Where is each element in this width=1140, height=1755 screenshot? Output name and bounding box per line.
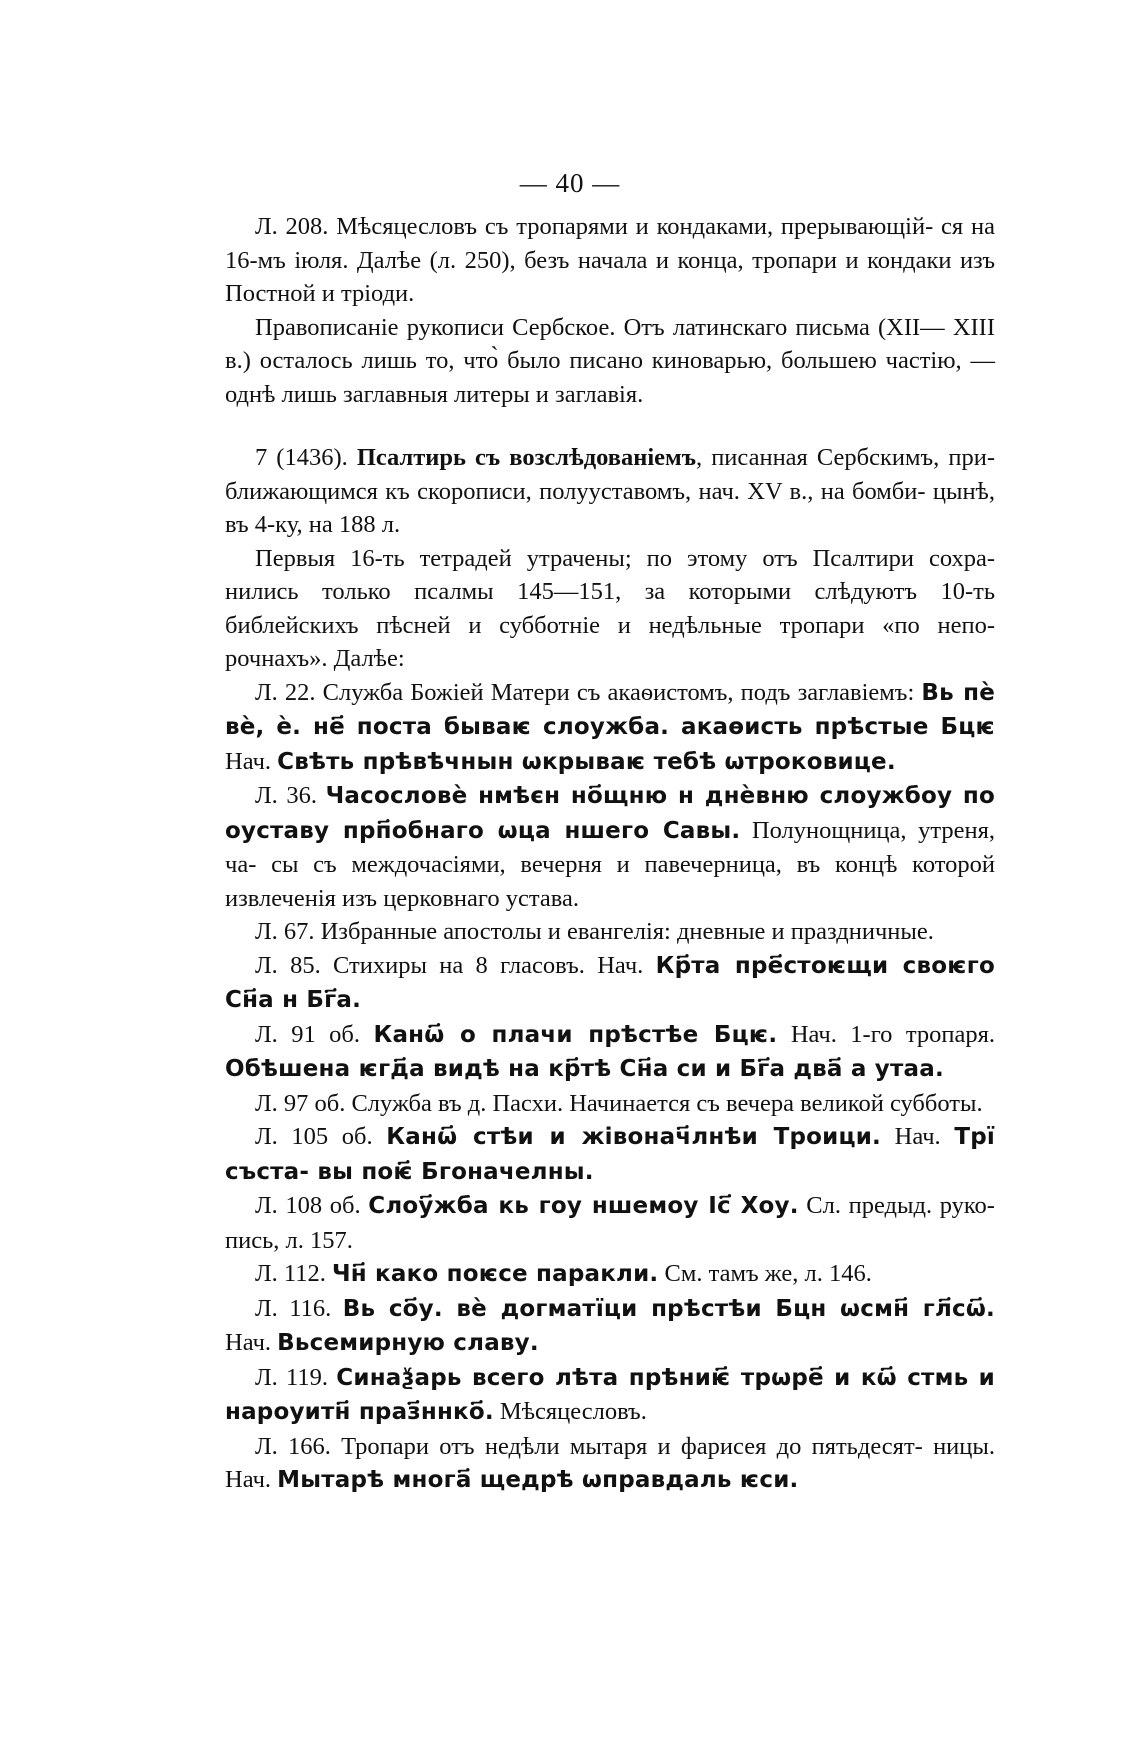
slavonic-text: Слоу҃жба кь гоу ншемоу Іс҃ Хоу.	[368, 1193, 799, 1219]
text-run: Полунощница, утреня, ча- сы съ междочасіями, вечерня и павечерница, въ концѣ которой извлеченія изъ церковнаго устава.	[225, 816, 995, 912]
paragraph-p11	[225, 1120, 995, 1189]
text-run: Л. 166. Тропари отъ недѣли мытаря и фарисея до пятьдесят- ницы. Нач.	[225, 1432, 995, 1493]
paragraph-p7	[225, 915, 995, 949]
text-run: Л. 119.	[255, 1363, 337, 1391]
slavonic-text: Канѡ҃ стѣи и жівонач҃лнѣи Троици.	[386, 1124, 881, 1150]
text-run: Л. 208. Мѣсяцесловъ съ тропарями и кондаками, прерывающій- ся на 16-мъ іюля. Далѣе (л. 250), безъ начала и конца, тропари и кондаки изъ Постной и тріоди.	[225, 213, 995, 307]
text-run: Нач.	[881, 1123, 955, 1150]
text-run: Нач. 1-го тропаря.	[777, 1020, 995, 1048]
slavonic-text: Мытарѣ многа҃ щедрѣ ѡправдаль ѥси.	[277, 1467, 799, 1493]
paragraph-p3	[225, 441, 995, 542]
text-run: Л. 91 об.	[255, 1020, 374, 1048]
text-run: Л. 97 об. Служба въ д. Пасхи. Начинается съ вечера великой субботы.	[255, 1089, 983, 1117]
text-run: Правописаніе рукописи Сербское. Отъ латинскаго письма (XII— XIII в.) осталось лишь то, что̀ было писано киноварью, большею частію, — однѣ лишь заглавныя литеры и заглавія.	[225, 313, 995, 408]
text-run: Л. 116.	[255, 1294, 343, 1322]
slavonic-text: Часословѐ нмѣєн но҃щню н днѐвню слоужбоу по оуставу прп҃обнаго ѡца ншего Савы.	[225, 783, 995, 844]
paragraph-p2	[225, 311, 995, 412]
slavonic-text: Кр҃та пре҃стоѥщи своѥго Сн҃а н Бг҃а.	[225, 952, 995, 1013]
paragraph-p9	[225, 1018, 995, 1087]
paragraph-p14	[225, 1292, 995, 1361]
text-run: , писанная Сербскимъ, при- ближающимся къ скорописи, полууставомъ, нач. XV в., на бомби- цынѣ, въ 4-ку, на 188 л.	[225, 444, 995, 538]
bold-title: Псалтирь съ возслѣдованіемъ	[356, 444, 697, 471]
text-run: Л. 112.	[255, 1260, 332, 1287]
paragraph-p15	[225, 1361, 995, 1430]
paragraph-p13	[225, 1257, 995, 1292]
slavonic-text: Свѣть прѣвѣчнын ѡкрываѥ тебѣ ѡтроковице.	[277, 748, 896, 775]
slavonic-text: Вьсемирную славу.	[277, 1330, 539, 1356]
paragraph-p8	[225, 949, 995, 1018]
paragraph-p5	[225, 676, 995, 780]
text-run: 7 (1436).	[255, 444, 357, 471]
text-run: Сл. предыд. руко- пись, л. 157.	[225, 1192, 995, 1254]
paragraph-p16	[225, 1430, 995, 1498]
slavonic-text: Трї съста- вы поѥ҃ Бгоначелны.	[225, 1124, 995, 1185]
slavonic-text: Чн҃ како поѥсе паракли.	[331, 1261, 659, 1287]
text-run: Л. 22. Служба Божіей Матери съ акаѳистомъ, подъ заглавіемъ:	[255, 678, 922, 706]
text-run: Нач.	[225, 1329, 278, 1356]
slavonic-text: Вь пѐ вѐ, ѐ. не҃ поста бываѥ слоужба. акаѳисть прѣстые Бцѥ	[225, 679, 996, 740]
paragraph-p12	[225, 1189, 995, 1257]
slavonic-text: Вь со҃у. вѐ догматїци прѣстѣи Бцн ѡсмн҃ гл҃сѡ҃.	[342, 1295, 995, 1322]
text-run: См. тамъ же, л. 146.	[658, 1260, 872, 1287]
document-body	[225, 210, 995, 1498]
page-number: — 40 —	[519, 168, 621, 198]
text-run: Л. 105 об.	[255, 1123, 387, 1150]
slavonic-text: Канѡ҃ о плачи прѣстѣе Бцѥ.	[373, 1021, 778, 1048]
paragraph-p10	[225, 1087, 995, 1121]
text-run: Л. 67. Избранные апостолы и евангелія: дневные и праздничные.	[255, 918, 934, 945]
text-run: Л. 36.	[255, 782, 326, 809]
paragraph-p6	[225, 779, 995, 915]
paragraph-p1	[225, 210, 995, 311]
slavonic-text: Обѣшена ѥгд҃а видѣ на кр҃тѣ Сн҃а си и Бг҃а два҃ а утаа.	[225, 1056, 944, 1082]
paragraph-p4	[225, 542, 995, 676]
text-run: Л. 108 об.	[255, 1192, 369, 1219]
text-run: Нач.	[225, 747, 278, 775]
text-run: Л. 85. Стихиры на 8 гласовъ. Нач.	[255, 951, 656, 979]
text-run: Первыя 16-ть тетрадей утрачены; по этому отъ Псалтири сохра- нились только псалмы 145—151, за которыми слѣдуютъ 10-ть библейскихъ пѣсней и субботніе и недѣльные тропари «по непо- рочнахъ». Далѣе:	[225, 544, 995, 672]
slavonic-text: Синаѯарь всего лѣта прѣниѥ҃ трѡре҃ и кѡ҃ стмь и нароуитн҃ праз҃ннко҃.	[225, 1364, 995, 1425]
text-run: Мѣсяцесловъ.	[493, 1398, 647, 1425]
